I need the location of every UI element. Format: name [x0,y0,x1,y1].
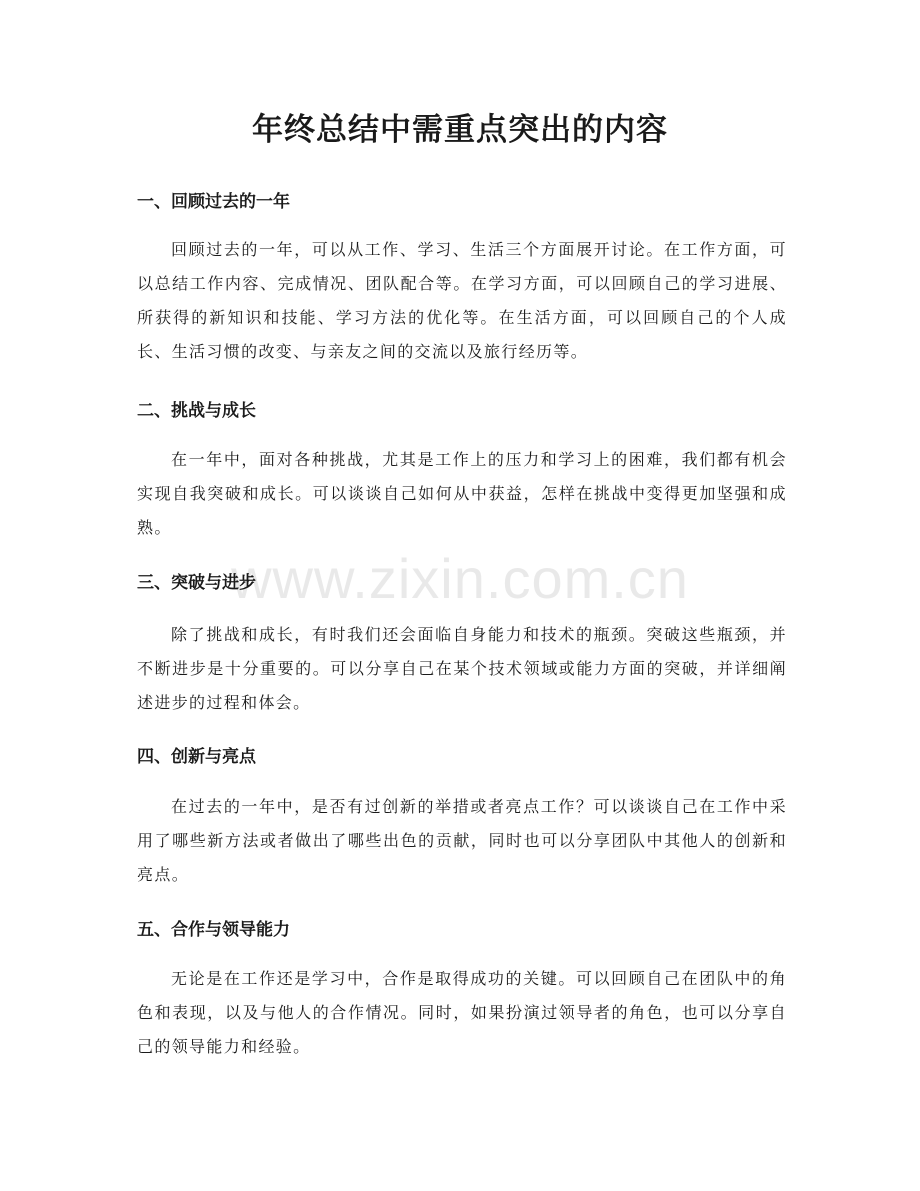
page-title: 年终总结中需重点突出的内容 [252,112,668,148]
section-body-5: 无论是在工作还是学习中，合作是取得成功的关键。可以回顾自己在团队中的角色和表现，以及与他人的合作情况。同时，如果扮演过领导者的角色，也可以分享自己的领导能力和经验。 [137,969,787,1056]
section-heading-1: 一、回顾过去的一年 [137,192,290,212]
section-heading-3: 三、突破与进步 [137,573,256,593]
section-body-1: 回顾过去的一年，可以从工作、学习、生活三个方面展开讨论。在工作方面，可以总结工作内容、完成情况、团队配合等。在学习方面，可以回顾自己的学习进展、所获得的新知识和技能、学习方法的优化等。在生活方面，可以回顾自己的个人成长、生活习惯的改变、与亲友之间的交流以及旅行经历等。 [137,240,787,361]
section-heading-5: 五、合作与领导能力 [137,920,290,940]
section-body-2: 在一年中，面对各种挑战，尤其是工作上的压力和学习上的困难，我们都有机会实现自我突破和成长。可以谈谈自己如何从中获益，怎样在挑战中变得更加坚强和成熟。 [137,450,787,537]
watermark: www.zixin.com.cn [231,547,689,610]
section-body-4: 在过去的一年中，是否有过创新的举措或者亮点工作？可以谈谈自己在工作中采用了哪些新方法或者做出了哪些出色的贡献，同时也可以分享团队中其他人的创新和亮点。 [137,797,787,884]
section-heading-2: 二、挑战与成长 [137,401,256,421]
section-body-3: 除了挑战和成长，有时我们还会面临自身能力和技术的瓶颈。突破这些瓶颈，并不断进步是十分重要的。可以分享自己在某个技术领域或能力方面的突破，并详细阐述进步的过程和体会。 [137,625,787,712]
section-heading-4: 四、创新与亮点 [137,747,256,767]
